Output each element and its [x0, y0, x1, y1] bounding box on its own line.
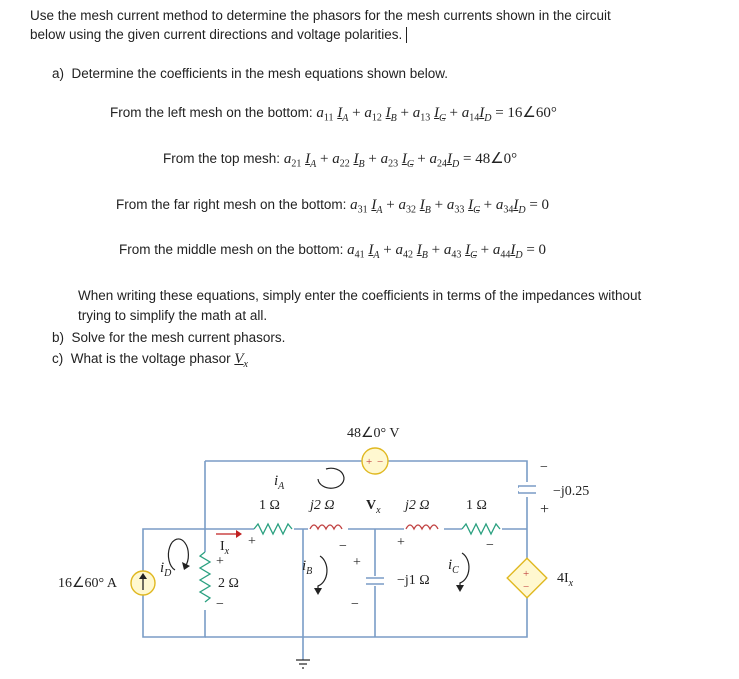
ground-icon	[296, 660, 310, 668]
coef-index: 23	[388, 158, 399, 170]
r-left-minus: −	[216, 597, 224, 612]
coef-index: 32	[406, 204, 416, 216]
source-left-label: 16∠60° A	[58, 576, 117, 591]
mesh-c-label: $i_C$	[448, 557, 459, 576]
mesh-b-label: $i_B$	[302, 558, 313, 577]
equation-rhs: = 0	[526, 242, 547, 258]
mesh-d-label: $i_D$	[160, 560, 172, 579]
cap-mid-label: −j1 Ω	[397, 573, 430, 588]
part-a-label: a)	[52, 66, 65, 81]
equation-far-right-mesh: From the far right mesh on the bottom: $a_{31}$ $I_A + a_{32}$ $I_B + a_{33}$ $I_C + a_{34}I_D = 0$	[116, 197, 550, 216]
mesh-b-arrow-icon	[318, 556, 327, 592]
equation-left-mesh: From the left mesh on the bottom: $a_{11}$ $I_A + a_{12}$ $I_B + a_{13}$ $I_C + a_{14}I_D$ = 16∠60°	[110, 105, 557, 124]
l2-plus: +	[397, 535, 405, 550]
coef-index: 41	[354, 249, 365, 261]
note-line-2: trying to simplify the math at all.	[78, 308, 268, 323]
cap-right-label: −j0.25	[553, 484, 590, 499]
coef-index: 12	[371, 112, 382, 124]
l2-label: j2 Ω	[405, 498, 430, 513]
equation-prefix: From the top mesh:	[163, 151, 281, 166]
equation-rhs: = 48∠0°	[463, 151, 518, 167]
intro-line-2-text: below using the given current directions and voltage polarities.	[30, 27, 403, 42]
r-left-plus: +	[216, 554, 224, 569]
r1-label: 1 Ω	[259, 498, 280, 513]
coef-index: 11	[323, 112, 334, 124]
equation-prefix: From the far right mesh on the bottom:	[116, 197, 347, 212]
mesh-a-arrow-icon	[318, 468, 344, 488]
r2-label: 1 Ω	[466, 498, 487, 513]
equation-prefix: From the middle mesh on the bottom:	[119, 242, 344, 257]
mesh-a-label: $i_A$	[274, 473, 285, 492]
part-c-var: $V_x$	[234, 351, 248, 370]
equation-top-mesh: From the top mesh: $a_{21}$ $I_A + a_{22}$ $I_B + a_{23}$ $I_C + a_{24}I_D$ = 48∠0°	[163, 151, 518, 170]
dep-source-label: $4I_x$	[557, 571, 574, 589]
note-line-1: When writing these equations, simply enter the coefficients in terms of the impedances without	[78, 288, 642, 303]
coef-index: 24	[437, 158, 447, 170]
cap-mid-minus: −	[351, 597, 359, 612]
l1-minus: −	[339, 539, 347, 554]
equation-middle-mesh: From the middle mesh on the bottom: $a_{41}$ $I_A + a_{42}$ $I_B + a_{43}$ $I_C + a_{44}I_D = 0$	[119, 242, 547, 261]
cap-right-minus: −	[540, 460, 548, 475]
equation-rhs: = 0	[529, 197, 550, 213]
coef-index: 43	[451, 249, 462, 261]
coef-index: 13	[420, 112, 431, 124]
mesh-c-arrow-icon	[460, 553, 469, 589]
cap-mid-plus: +	[353, 555, 361, 570]
ix-label: $I_x$	[220, 539, 230, 557]
equation-prefix: From the left mesh on the bottom:	[110, 105, 313, 120]
vs-minus: −	[377, 456, 384, 468]
part-b-label: b)	[52, 330, 65, 345]
coef-index: 44	[500, 249, 511, 261]
coef-index: 14	[469, 112, 480, 124]
intro-line-1: Use the mesh current method to determine the phasors for the mesh currents shown in the circuit	[30, 8, 611, 23]
source-top-label: 48∠0° V	[347, 426, 400, 441]
r2-minus: −	[486, 538, 494, 553]
dep-minus: −	[523, 581, 530, 593]
dep-plus: +	[523, 568, 530, 580]
wire-top-loop	[205, 461, 530, 637]
coef-index: 42	[403, 249, 413, 261]
coef-index: 33	[454, 204, 465, 216]
r-left-label: 2 Ω	[218, 576, 239, 591]
part-c-label: c)	[52, 351, 64, 366]
part-b-text: Solve for the mesh current phasors.	[71, 330, 286, 345]
coef-index: 34	[503, 204, 514, 216]
coef-index: 22	[339, 158, 350, 170]
equation-rhs: = 16∠60°	[495, 105, 557, 121]
vs-plus: +	[366, 456, 373, 468]
wire-left-loop	[143, 461, 205, 637]
coef-index: 31	[357, 204, 368, 216]
part-c-text: What is the voltage phasor	[70, 351, 231, 366]
vx-label: $V_x$	[366, 498, 381, 516]
r1-plus: +	[248, 534, 256, 549]
part-a-text: Determine the coefficients in the mesh equations shown below.	[71, 66, 449, 81]
coef-index: 21	[291, 158, 302, 170]
l1-label: j2 Ω	[310, 498, 335, 513]
cap-right-plus: +	[540, 501, 550, 518]
